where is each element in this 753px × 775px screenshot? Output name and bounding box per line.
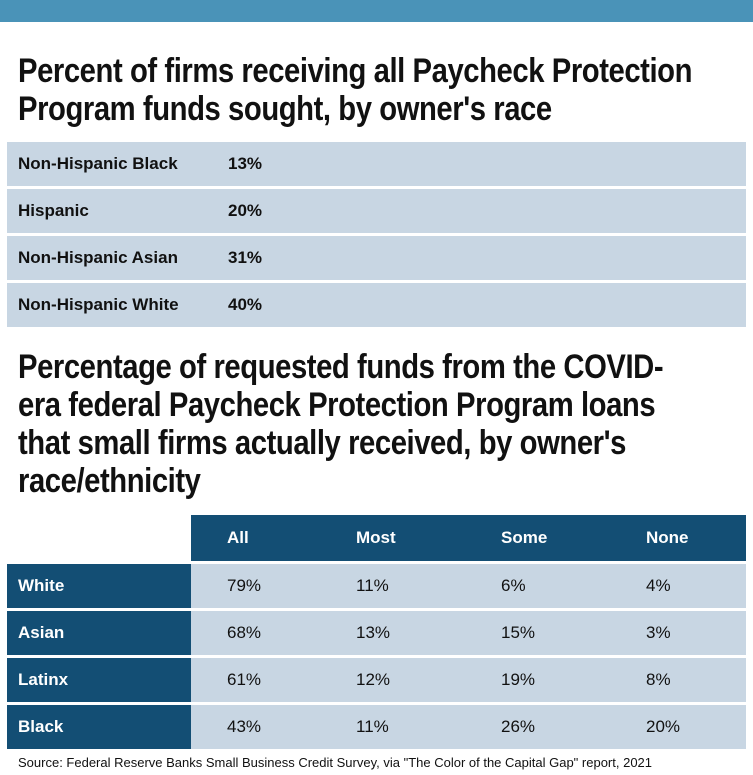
table1-row-value: 13%: [228, 154, 263, 173]
table1-row: [7, 189, 746, 233]
table1-row-label: Non-Hispanic Asian: [18, 248, 178, 267]
table1-row: [7, 236, 746, 280]
cell-all: 43%: [227, 717, 262, 736]
table2-row-label: White: [7, 564, 191, 608]
table2-row-label: Latinx: [7, 658, 191, 702]
cell-all: 61%: [227, 670, 262, 689]
firms-receiving-all-funds-table: [7, 142, 746, 330]
table2-header-corner: [7, 515, 191, 561]
source-note: Source: Federal Reserve Banks Small Business Credit Survey, via "The Color of the Capital Gap" report, 2021: [18, 755, 653, 770]
cell-none: 3%: [646, 623, 671, 642]
table2-row: [7, 658, 746, 702]
table2-title-line: race/ethnicity: [18, 462, 201, 500]
table2-row: [7, 564, 746, 608]
table1-title: [18, 52, 693, 128]
table1-title-line: Program funds sought, by owner's race: [18, 90, 552, 128]
cell-most: 13%: [356, 623, 391, 642]
cell-all: 68%: [227, 623, 262, 642]
table1-row-value: 40%: [228, 295, 263, 314]
column-header-all: All: [227, 528, 249, 547]
table2-title: [18, 348, 664, 500]
cell-some: 26%: [501, 717, 536, 736]
table2-row: [7, 611, 746, 655]
cell-some: 19%: [501, 670, 536, 689]
table1-row: [7, 142, 746, 186]
requested-funds-received-table: [7, 515, 746, 749]
cell-none: 4%: [646, 576, 671, 595]
column-header-some: Some: [501, 528, 548, 547]
table2-title-line: Percentage of requested funds from the COVID-: [18, 348, 664, 386]
table2-row-label: Asian: [7, 611, 191, 655]
table2-row-cells: [191, 658, 746, 702]
cell-some: 6%: [501, 576, 526, 595]
table2-row-label: Black: [7, 705, 191, 749]
table2-title-line: era federal Paycheck Protection Program loans: [18, 386, 656, 424]
table2-header-cells: [191, 515, 746, 561]
cell-most: 11%: [356, 576, 389, 595]
column-header-none: None: [646, 528, 689, 547]
table1-row-label: Non-Hispanic White: [18, 295, 179, 314]
cell-most: 11%: [356, 717, 389, 736]
table2-row-cells: [191, 564, 746, 608]
cell-none: 20%: [646, 717, 681, 736]
top-accent-bar: [0, 0, 753, 22]
table1-row-value: 31%: [228, 248, 263, 267]
table2-row: [7, 705, 746, 749]
table2-title-line: that small firms actually received, by owner's: [18, 424, 626, 462]
table1-row-value: 20%: [228, 201, 263, 220]
table1-row-label: Non-Hispanic Black: [18, 154, 178, 173]
table2-row-cells: [191, 611, 746, 655]
cell-most: 12%: [356, 670, 391, 689]
table1-row: [7, 283, 746, 327]
table1-row-label: Hispanic: [18, 201, 89, 220]
table2-row-cells: [191, 705, 746, 749]
cell-none: 8%: [646, 670, 671, 689]
table2-header-row: [7, 515, 746, 561]
cell-some: 15%: [501, 623, 536, 642]
column-header-most: Most: [356, 528, 396, 547]
table1-title-line: Percent of firms receiving all Paycheck Protection: [18, 52, 693, 90]
cell-all: 79%: [227, 576, 262, 595]
